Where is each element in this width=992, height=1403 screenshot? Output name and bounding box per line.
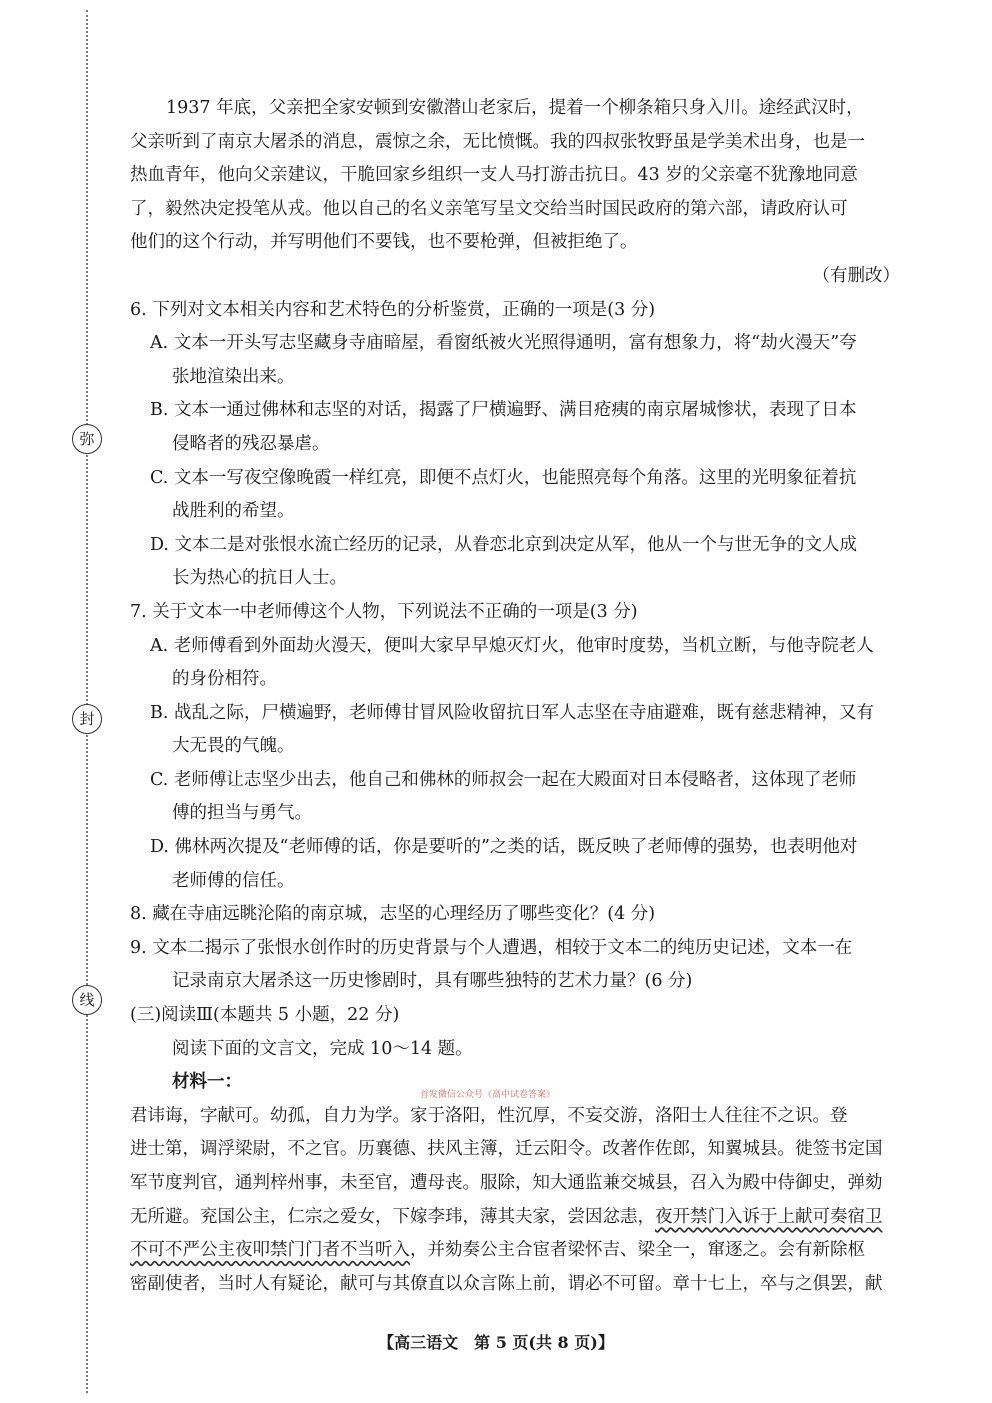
classical-text-line: 君讳诲，字献可。幼孤，自力为学。家于洛阳，性沉厚，不妄交游，洛阳士人往往不之识。登 [130,1105,848,1126]
margin-seal-xian: 线 [72,985,102,1015]
classical-text-line: 进士第，调浮梁尉，不之官。历襄德、扶风主簿，迁云阳令。改著作佐郎，知翼城县。徙签书定国 [130,1139,883,1160]
margin-seal-mi: 弥 [72,424,102,454]
passage-line: 1937 年底，父亲把全家安顿到安徽潜山老家后，提着一个柳条箱只身入川。途经武汉时， [166,98,864,118]
question-8: 8. 藏在寺庙远眺沦陷的南京城，志坚的心理经历了哪些变化？(4 分) [130,904,656,925]
margin-seal-feng: 封 [72,704,102,734]
page-footer: 【高三语文 第 5 页(共 8 页)】 [378,1333,614,1352]
option-d: D. 文本二是对张恨水流亡经历的记录，从眷恋北京到决定从军，他从一个与世无争的文人成 [150,534,858,555]
option-c-cont: 战胜利的希望。 [172,501,295,522]
question-stem: 7. 关于文本一中老师傅这个人物，下列说法不正确的一项是(3 分) [130,601,638,622]
option-c-cont: 傅的担当与勇气。 [172,803,312,824]
classical-text-line: 军节度判官，通判梓州事，未至官，遭母丧。服除，知大通监兼交城县，召入为殿中侍御史，弹劾 [130,1173,883,1193]
question-6 [130,294,900,596]
question-9: 9. 文本二揭示了张恨水创作时的历史背景与个人遭遇，相较于文本二的纯历史记述，文本一在 [130,937,853,958]
source-note: （有删改） [812,265,900,286]
section-instruction: 阅读下面的文言文，完成 10～14 题。 [172,1038,473,1059]
option-d-cont: 老师傅的信任。 [172,870,295,891]
classical-text-line [130,1234,900,1268]
text-segment: 无所避。兖国公主，仁宗之爱女，下嫁李玮，薄其夫家，尝因忿恚， [130,1206,655,1227]
classical-text-line: 密副使者，当时人有疑论，献可与其僚直以众言陈上前，谓必不可留。章十七上，卒与之俱罢，献 [130,1273,883,1294]
option-b-cont: 侵略者的残忍暴虐。 [172,433,330,454]
option-a-cont: 张地渲染出来。 [172,366,295,387]
question-9-cont: 记录南京大屠杀这一历史惨剧时，具有哪些独特的艺术力量？(6 分) [172,971,693,992]
wavy-underlined-segment: 夜开禁门入诉于上献可奏宿卫 [655,1206,883,1227]
section-title: (三)阅读Ⅲ(本题共 5 小题，22 分) [130,1005,400,1026]
question-stem: 6. 下列对文本相关内容和艺术特色的分析鉴赏，正确的一项是(3 分) [130,299,656,320]
option-a: A. 老师傅看到外面劫火漫天，便叫大家早早熄灭灯火，他审时度势，当机立断，与他寺院老人 [150,635,874,656]
binding-margin-line [86,10,88,1393]
classical-text-line [130,1201,900,1235]
option-d: D. 佛林两次提及“老师傅的话，你是要听的”之类的话，既反映了老师傅的强势，也表明他对 [150,837,858,858]
wavy-underlined-segment: 不可不严公主夜叩禁门门者不当听入 [130,1240,410,1261]
passage-line: 他们的这个行动，并写明他们不要钱，也不要枪弹，但被拒绝了。 [130,232,638,253]
option-d-cont: 长为热心的抗日人士。 [172,568,347,589]
exam-page-content [130,92,900,1301]
option-b-cont: 大无畏的气魄。 [172,736,295,757]
material-label: 材料一： [172,1072,242,1093]
option-b: B. 文本一通过佛林和志坚的对话，揭露了尸横遍野、满目疮痍的南京屠城惨状，表现了日本 [150,400,857,421]
passage-line: 父亲听到了南京大屠杀的消息，震惊之余，无比愤慨。我的四叔张牧野虽是学美术出身，也是一 [130,131,865,152]
option-c: C. 文本一写夜空像晚霞一样红亮，即便不点灯火，也能照亮每个角落。这里的光明象征着抗 [150,467,857,488]
option-b: B. 战乱之际，尸横遍野，老师傅甘冒风险收留抗日军人志坚在寺庙避难，既有慈悲精神，又有 [150,702,874,723]
option-c: C. 老师傅让志坚少出去，他自己和佛林的师叔会一起在大殿面对日本侵略者，这体现了老师 [150,769,857,790]
question-7 [130,596,900,898]
passage-continuation [130,92,900,294]
passage-line: 了，毅然决定投笔从戎。他以自己的名义亲笔写呈文交给当时国民政府的第六部，请政府认可 [130,198,848,219]
watermark-text: 首发微信公众号《高中试卷答案》 [420,1090,556,1100]
option-a: A. 文本一开头写志坚藏身寺庙暗屋，看窗纸被火光照得通明，富有想象力，将“劫火漫天”夸 [150,333,857,354]
text-segment: ，并劾奏公主合宦者梁怀吉、梁全一，窜逐之。会有新除枢 [410,1240,865,1261]
section-reading-3 [130,999,900,1301]
passage-line: 热血青年，他向父亲建议，干脆回家乡组织一支人马打游击抗日。43 岁的父亲毫不犹豫地同意 [130,165,858,186]
option-a-cont: 的身份相符。 [172,669,277,690]
